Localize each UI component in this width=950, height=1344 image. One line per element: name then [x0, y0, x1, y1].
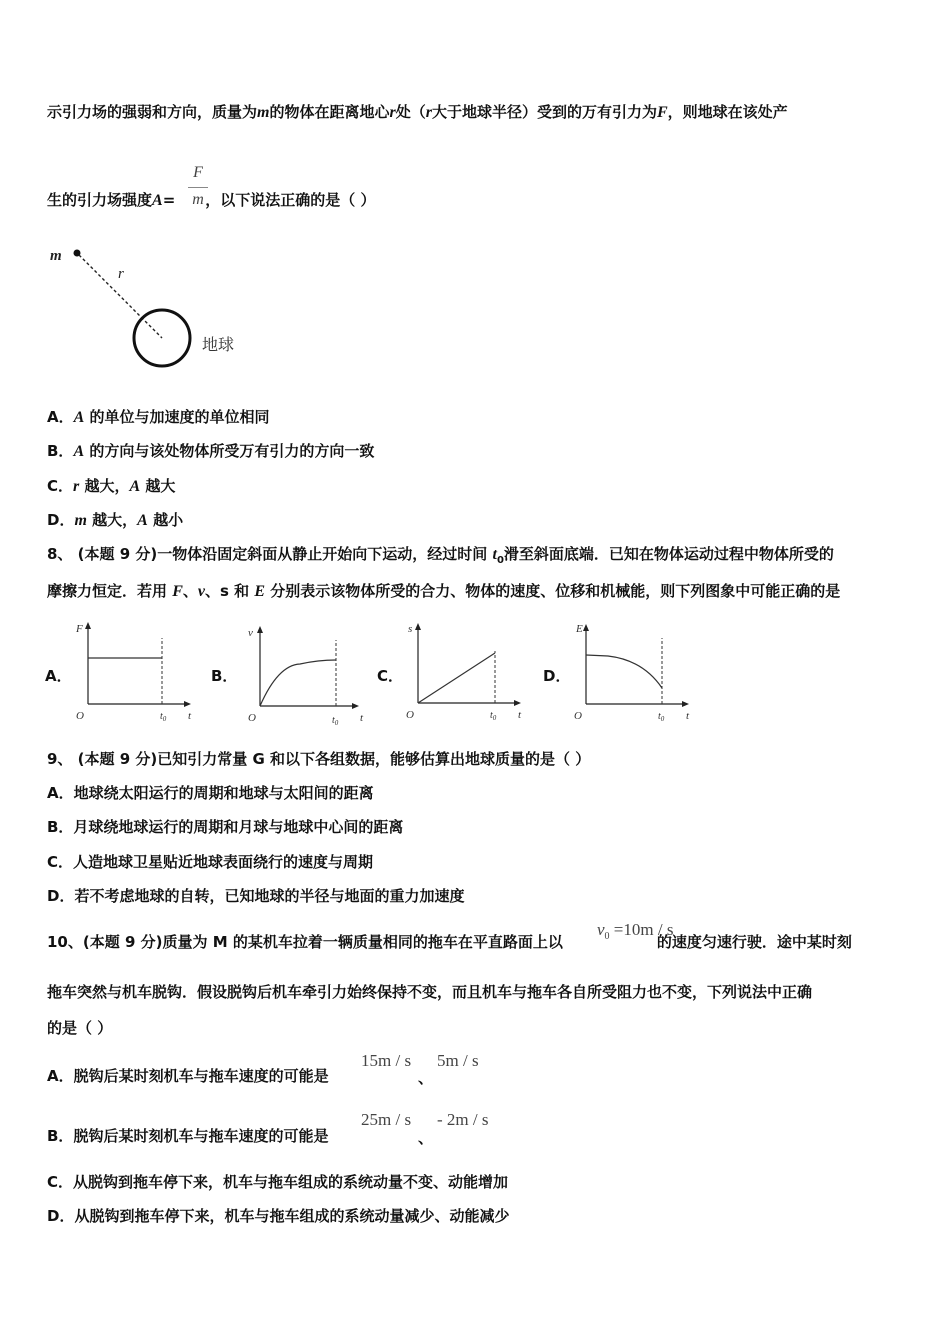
text: 分别表示该物体所受的合力、物体的速度、位移和机械能，则下列图象中可能正确的是 [265, 582, 841, 600]
q8-option-c-letter[interactable]: C． [377, 667, 404, 685]
option-text: 从脱钩到拖车停下来，机车与拖车组成的系统动量减少、动能减少 [74, 1207, 510, 1225]
t0-subscript: 0 [660, 715, 665, 723]
q9-option-a[interactable]: A．地球绕太阳运行的周期和地球与太阳间的距离 [47, 784, 374, 802]
q10-option-b-sep: 、 [418, 1129, 434, 1147]
var-v: v [197, 583, 206, 600]
option-letter: B． [47, 1127, 74, 1145]
option-letter: A． [47, 1067, 74, 1085]
text: 滑至斜面底端．已知在物体运动过程中物体所受的 [503, 545, 834, 563]
velocity-v0-formula [597, 920, 673, 942]
text: 的速度匀速行驶．途中某时刻 [656, 933, 852, 951]
svg-text:t0 [658, 711, 665, 723]
origin-label: O [76, 710, 84, 722]
var-E: E [254, 583, 266, 600]
var-v: v [597, 920, 605, 939]
y-axis-label: F [76, 623, 83, 635]
t0-subscript: 0 [162, 715, 167, 723]
q8-option-a-letter[interactable]: A． [45, 667, 72, 685]
fraction-numerator: F [193, 164, 203, 181]
option-text: 的方向与该处物体所受万有引力的方向一致 [89, 442, 375, 460]
distance-label: r [118, 266, 124, 282]
t0-label: t [332, 715, 335, 726]
var-A: A [152, 192, 163, 209]
q10-option-d[interactable] [47, 1206, 509, 1226]
var-t0: t [492, 546, 497, 563]
intro-line-2 [47, 190, 376, 211]
text: 大于地球半径）受到的万有引力为 [431, 103, 657, 121]
origin-label: O [406, 709, 414, 721]
q10-option-c[interactable] [47, 1172, 508, 1192]
q7-option-c[interactable] [47, 476, 175, 497]
option-text: 越大， [92, 511, 138, 529]
t0-label: t [490, 710, 493, 721]
var-F: F [172, 583, 183, 600]
x-axis-label: t [188, 710, 192, 722]
text: 示引力场的强弱和方向，质量为 [47, 103, 258, 121]
q10-option-a-val1: 15m / s [361, 1051, 412, 1070]
text: ，以下说法正确的是（ ） [205, 191, 376, 209]
q8-graph-a[interactable] [70, 618, 200, 726]
option-text: 的单位与加速度的单位相同 [89, 408, 270, 426]
q10-stem-line-1 [47, 932, 852, 952]
var-m: m [74, 512, 87, 529]
gravity-field-figure [45, 240, 255, 375]
svg-text:t0 [160, 711, 167, 723]
q10-option-a[interactable] [47, 1066, 329, 1086]
option-letter: B． [47, 442, 74, 460]
svg-text:t0 [490, 710, 497, 722]
option-text: 越小 [153, 511, 184, 529]
var-A: A [137, 512, 148, 529]
option-text: 越大， [84, 477, 130, 495]
q9-option-d[interactable]: D．若不考虑地球的自转，已知地球的半径与地面的重力加速度 [47, 887, 465, 905]
q10-option-a-val2: 5m / s [437, 1051, 479, 1070]
mass-label: m [50, 248, 62, 264]
q10-option-b-val1: 25m / s [361, 1110, 412, 1129]
q9-stem: 9、 (本题 9 分)已知引力常量 G 和以下各组数据，能够估算出地球质量的是（ ） [47, 750, 591, 768]
fraction-bar [188, 187, 208, 188]
q8-graph-b[interactable] [238, 620, 368, 728]
option-text: 从脱钩到拖车停下来，机车与拖车组成的系统动量不变、动能增加 [73, 1173, 509, 1191]
q8-stem-line-1 [47, 544, 834, 571]
q8-option-d-letter[interactable]: D． [543, 667, 571, 685]
earth-label: 地球 [202, 335, 235, 354]
text: 、s 和 [205, 582, 255, 600]
y-axis-label: v [248, 627, 253, 639]
q7-option-d[interactable] [47, 510, 183, 531]
var-A: A [129, 478, 141, 495]
q10-option-b[interactable] [47, 1126, 328, 1146]
t0-label: t [658, 711, 661, 722]
text: 摩擦力恒定．若用 [47, 582, 173, 600]
option-letter: A． [47, 408, 74, 426]
displacement-line [418, 653, 495, 703]
equals-sign: = [162, 191, 176, 209]
var-A: A [73, 409, 85, 426]
x-axis-label: t [686, 710, 690, 722]
subscript: 0 [604, 931, 610, 942]
q10-option-a-sep: 、 [418, 1069, 434, 1087]
q7-option-a[interactable] [47, 407, 270, 428]
q10-stem-line-3: 的是（ ） [47, 1019, 113, 1037]
q8-graph-d[interactable] [568, 618, 698, 726]
q10-option-b-val2: - 2m / s [437, 1110, 489, 1129]
text: 处（ [395, 103, 426, 121]
var-m: m [257, 104, 270, 121]
x-axis-label: t [518, 709, 522, 721]
subscript: 0 [496, 555, 504, 566]
option-letter: D． [47, 511, 75, 529]
intro-line-1 [47, 102, 788, 123]
q7-option-b[interactable] [47, 441, 374, 462]
var-r: r [73, 478, 80, 495]
x-axis-label: t [360, 712, 364, 724]
text: 10、(本题 9 分)质量为 M 的某机车拉着一辆质量相同的拖车在平直路面上以 [47, 933, 563, 951]
text: 8、 (本题 9 分)一物体沿固定斜面从静止开始向下运动，经过时间 [47, 545, 493, 563]
text: ，则地球在该处产 [667, 103, 788, 121]
t0-subscript: 0 [492, 714, 497, 722]
energy-curve [586, 655, 662, 688]
origin-label: O [248, 712, 256, 724]
q9-option-b[interactable]: B．月球绕地球运行的周期和月球与地球中心间的距离 [47, 818, 404, 836]
t0-subscript: 0 [334, 719, 339, 727]
option-letter: C． [47, 477, 74, 495]
q10-stem-line-2: 拖车突然与机车脱钩．假设脱钩后机车牵引力始终保持不变，而且机车与拖车各自所受阻力也不变，下列说法中正确 [47, 983, 813, 1001]
t0-label: t [160, 711, 163, 722]
y-axis-label: s [408, 623, 413, 635]
velocity-value: =10m / s [613, 920, 674, 939]
q8-stem-line-2 [47, 581, 840, 602]
fraction-denominator: m [192, 191, 204, 208]
text: 的物体在距离地心 [269, 103, 390, 121]
option-letter: D． [47, 1207, 75, 1225]
option-text: 越大 [145, 477, 176, 495]
origin-label: O [574, 710, 582, 722]
var-r: r [389, 104, 396, 121]
option-text: 脱钩后某时刻机车与拖车速度的可能是 [73, 1127, 329, 1145]
q8-option-b-letter[interactable]: B． [211, 667, 238, 685]
velocity-curve [260, 660, 336, 706]
option-text: 脱钩后某时刻机车与拖车速度的可能是 [73, 1067, 329, 1085]
y-axis-label: E [576, 623, 583, 635]
var-A: A [73, 443, 85, 460]
text: 、 [182, 582, 198, 600]
q9-option-c[interactable]: C．人造地球卫星贴近地球表面绕行的速度与周期 [47, 853, 374, 871]
svg-text:t0 [332, 715, 339, 727]
var-r: r [425, 104, 432, 121]
q8-graph-c[interactable] [400, 617, 530, 725]
var-F: F [656, 104, 668, 121]
option-letter: C． [47, 1173, 74, 1191]
text: 生的引力场强度 [47, 191, 153, 209]
